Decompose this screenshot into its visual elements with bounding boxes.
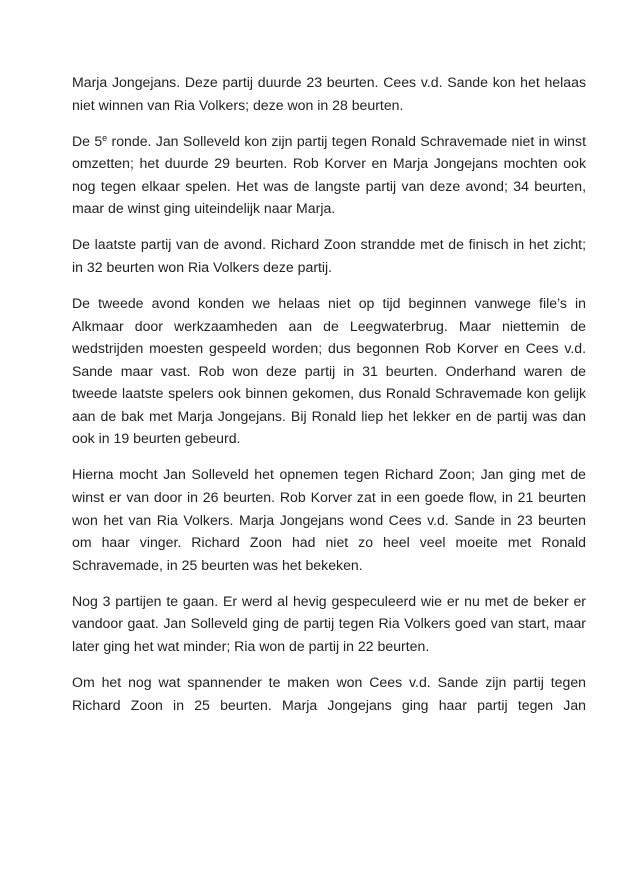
paragraph: Marja Jongejans. Deze partij duurde 23 beurten. Cees v.d. Sande kon het helaas niet winnen van Ria Volkers; deze won in 28 beurten.: [72, 74, 586, 113]
paragraph: [72, 130, 586, 220]
paragraph: Om het nog wat spannender te maken won Cees v.d. Sande zijn partij tegen Richard Zoon in 25 beurten. Marja Jongejans ging haar partij tegen Jan: [72, 674, 586, 713]
document-page: [72, 71, 586, 730]
paragraph: Hierna mocht Jan Solleveld het opnemen tegen Richard Zoon; Jan ging met de winst er van door in 26 beurten. Rob Korver zat in een goede flow, in 21 beurten won het van Ria Volkers. Marja Jongejans wond Cees v.d. Sande in 23 beurten om haar vinger. Richard Zoon had niet zo heel veel moeite met Ronald Schravemade, in 25 beurten was het bekeken.: [72, 466, 586, 573]
paragraph: De laatste partij van de avond. Richard Zoon strandde met de finisch in het zicht; in 32 beurten won Ria Volkers deze partij.: [72, 236, 586, 275]
superscript: e: [102, 132, 108, 143]
paragraph: Nog 3 partijen te gaan. Er werd al hevig gespeculeerd wie er nu met de beker er vandoor gaat. Jan Solleveld ging de partij tegen Ria Volkers goed van start, maar later ging het wat minder; Ria won de partij in 22 beurten.: [72, 592, 586, 655]
paragraph-text: ronde. Jan Solleveld kon zijn partij tegen Ronald Schravemade niet in winst omzetten; het duurde 29 beurten. Rob Korver en Marja Jongejans mochten ook nog tegen elkaar spelen. Het was de langste partij van deze avond; 34 beurten, maar de winst ging uiteindelijk naar Marja.: [72, 132, 586, 217]
paragraph-prefix: De 5: [72, 132, 103, 149]
paragraph: De tweede avond konden we helaas niet op tijd beginnen vanwege file’s in Alkmaar door werkzaamheden aan de Leegwaterbrug. Maar niettemin de wedstrijden moesten gespeeld worden; dus begonnen Rob Korver en Cees v.d. Sande maar vast. Rob won deze partij in 31 beurten. Onderhand waren de tweede laatste spelers ook binnen gekomen, dus Ronald Schravemade kon gelijk aan de bak met Marja Jongejans. Bij Ronald liep het lekker en de partij was dan ook in 19 beurten gebeurd.: [72, 294, 586, 447]
